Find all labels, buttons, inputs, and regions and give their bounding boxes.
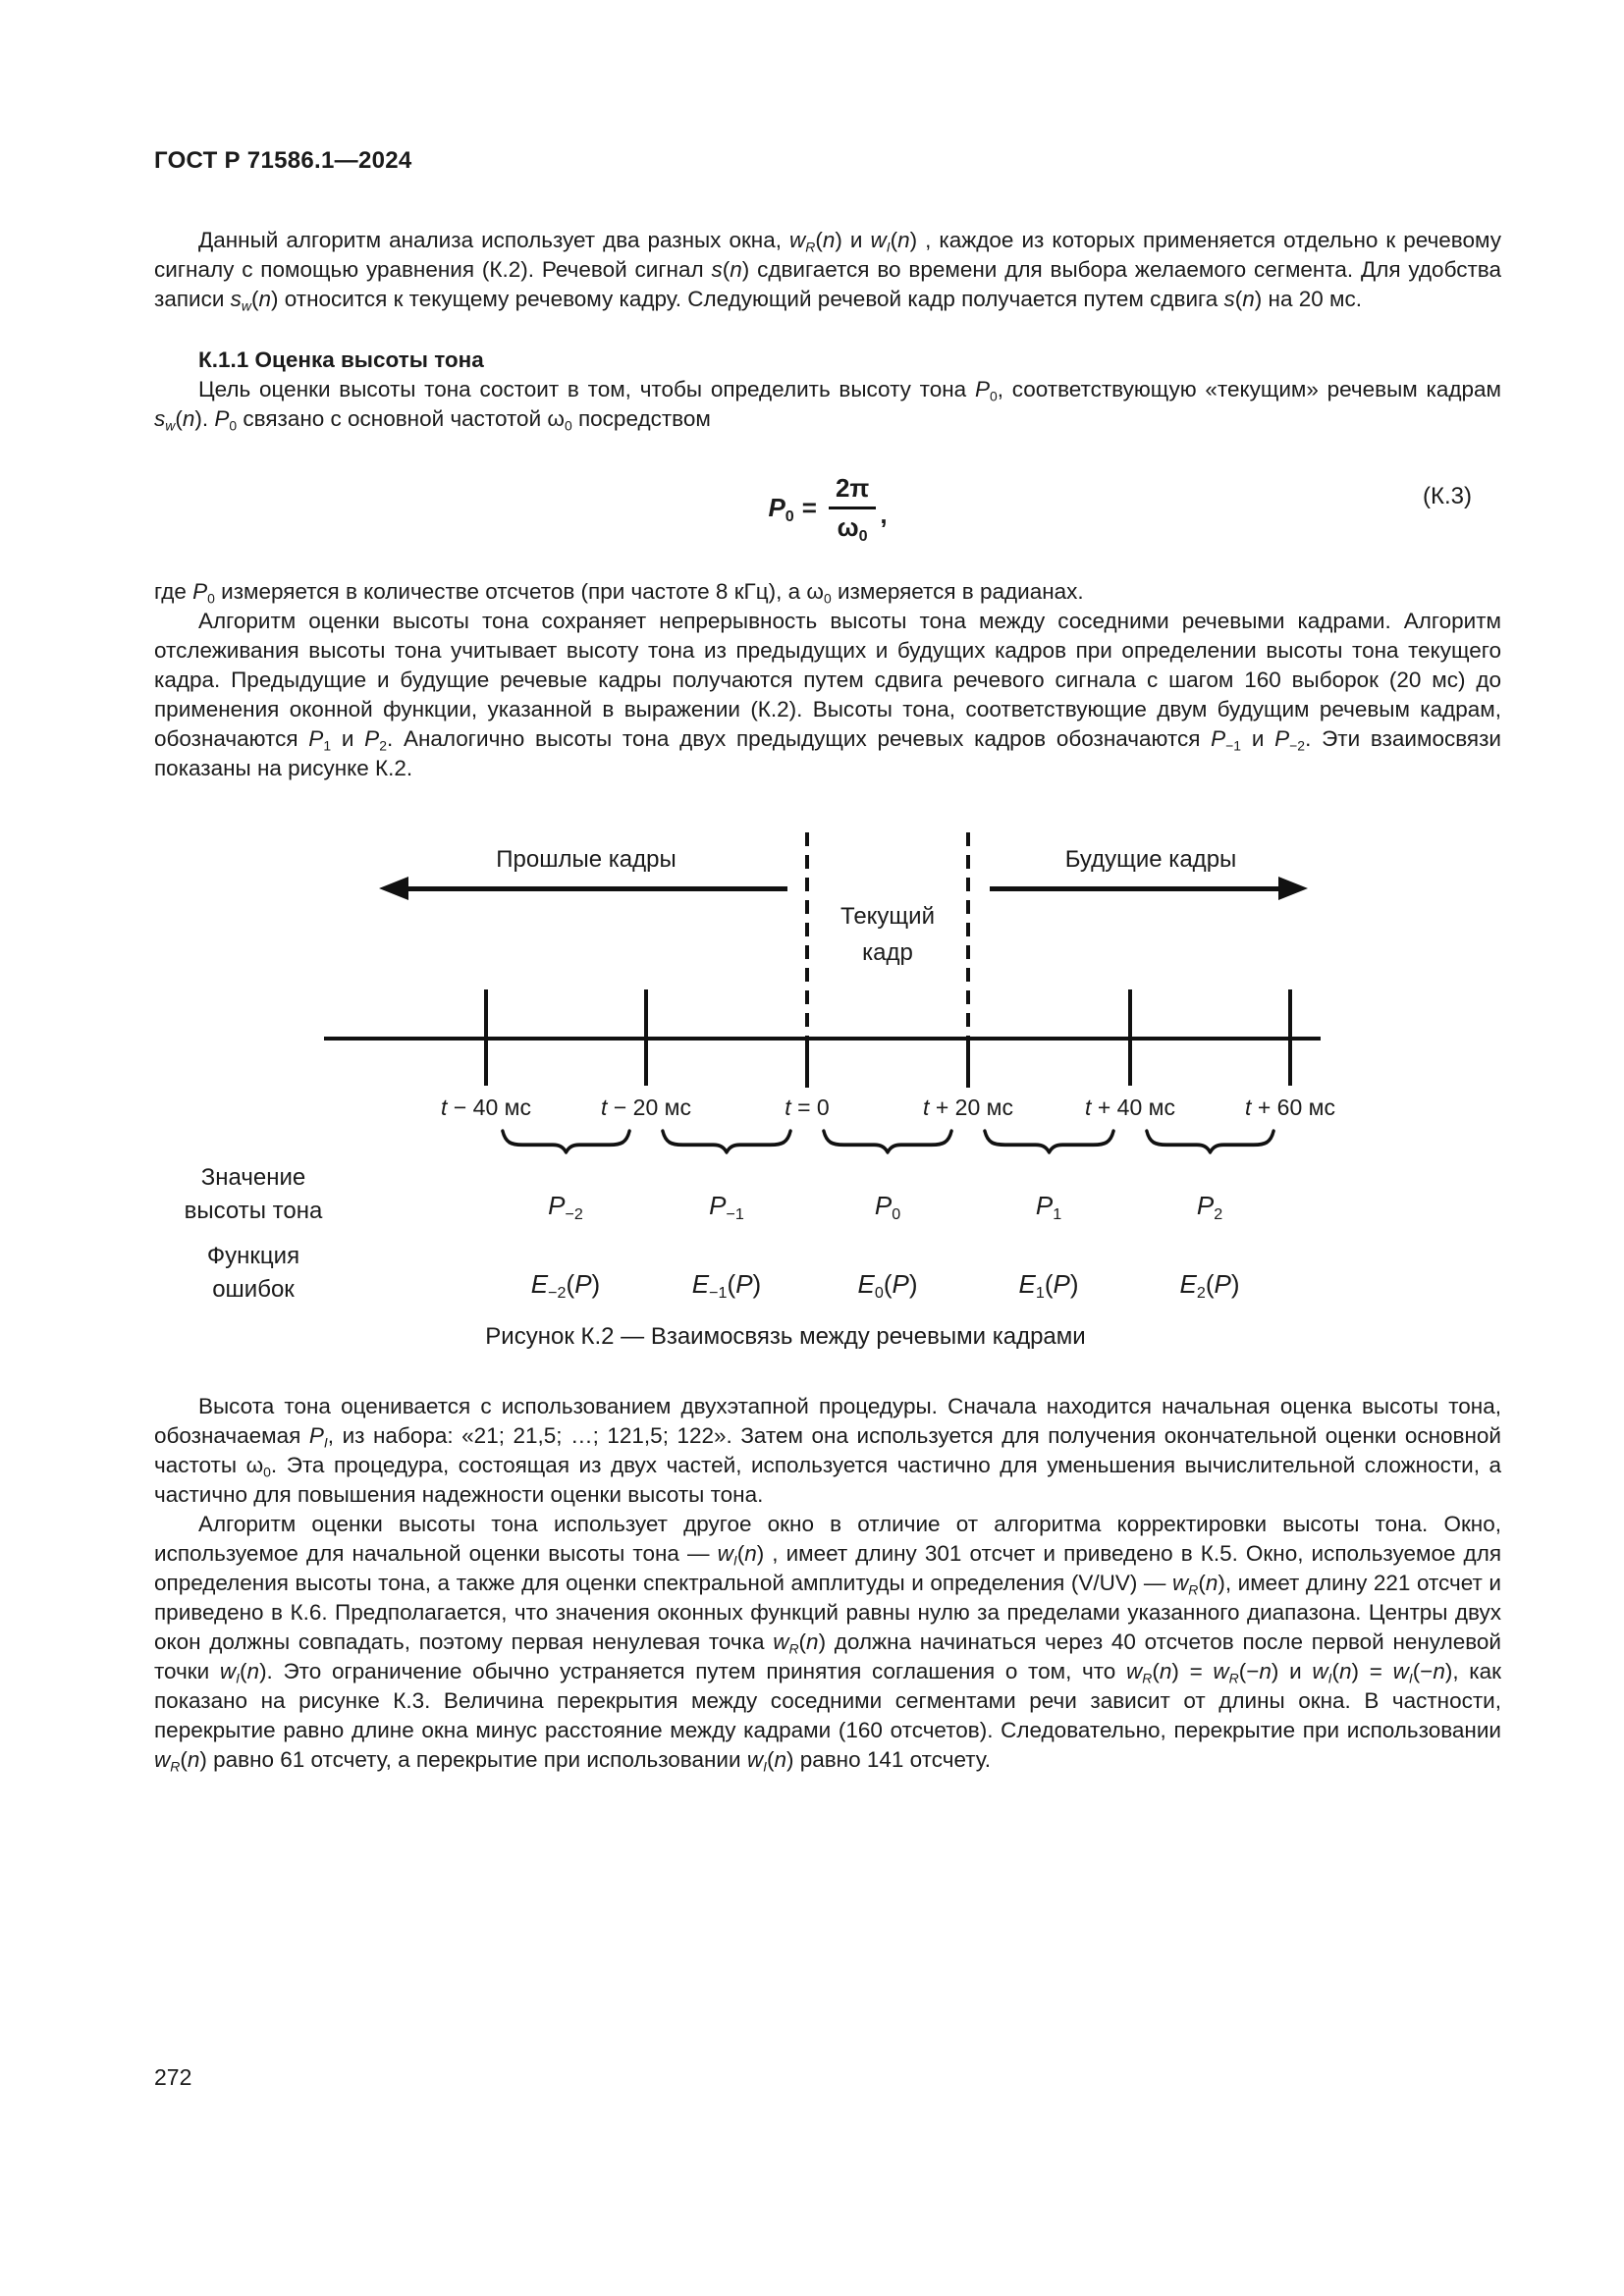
underbrace [982, 1129, 1116, 1154]
current-frame-right-boundary [966, 832, 970, 1037]
paragraph-windows: Алгоритм оценки высоты тона использует другое окно в отличие от алгоритма корректировки высоты тона. Окно, используемое для начальной оценки высоты тона — $w_I(n)$ , имеет длину 301 отсчет и приведено в К.5. Окно, используемое для определения высоты тона, а также для оценки спектральной амплитуды и определения (V/UV) — $w_R(n)$, имеет длину 221 отсчет и приведено в К.6. Предполагается, что значения оконных функций равны нулю за пределами указанного диапазона. Центры двух окон должны совпадать, поэтому первая ненулевая точка $w_R(n)$ должна начинаться через 40 отсчетов после первой ненулевой точки $w_I(n)$. Это ограничение обычно устраняется путем принятия соглашения о том, что $w_R(n) = w_R(-n)$ и $w_I(n) = w_I(-n)$, как показано на рисунке К.3. Величина перекрытия между соседними сегментами речи зависит от длины окна. В частности, перекрытие равно длине окна минус расстояние между кадрами (160 отсчетов). Следовательно, перекрытие при использовании $w_R(n)$ равно 61 отсчету, а перекрытие при использовании $w_I(n)$ равно 141 отсчету. [154, 1512, 1502, 1775]
tick-mark [484, 989, 488, 1086]
section-heading-k11: К.1.1 Оценка высоты тона [198, 347, 484, 372]
pitch-value-p-1: $P_1$ [1035, 1191, 1062, 1224]
underbrace [1144, 1129, 1276, 1154]
paragraph-pitch-goal: Цель оценки высоты тона состоит в том, чтобы определить высоту тона $P_0$, соответствующую «текущим» речевым кадрам $s_w(n)$. $P_0$ связано с основной частотой $\omega_0$ посредством [154, 377, 1501, 434]
figure-caption: Рисунок К.2 — Взаимосвязь между речевыми кадрами [485, 1323, 1086, 1350]
figure-k2-diagram [0, 829, 1624, 1325]
equation-comma: , [880, 500, 888, 529]
tick-label-t-minus-40: t − 40 мс [441, 1095, 531, 1120]
equation-lhs: $P_0$ [768, 493, 794, 526]
equation-k3-row [154, 467, 1501, 565]
pitch-row-label: Значение высоты тона [184, 1164, 323, 1224]
paragraph-tracking: Алгоритм оценки высоты тона сохраняет непрерывность высоты тона между соседними речевыми кадрами. Алгоритм отслеживания высоты тона учитывает высоту тона из предыдущих и будущих кадров при определении высоты тона текущего кадра. Предыдущие и будущие речевые кадры получаются путем сдвига речевого сигнала с шагом 160 выборок (20 мс) до применения оконной функции, указанной в выражении (К.2). Высоты тона, соответствующие двум будущим речевым кадрам, обозначаются $P_1$ и $P_2$. Аналогично высоты тона двух предыдущих речевых кадров обозначаются $P_{-1}$ и $P_{-2}$. Эти взаимосвязи показаны на рисунке К.2. [154, 609, 1501, 780]
underbrace [500, 1129, 632, 1154]
page-number: 272 [154, 2064, 192, 2090]
error-value-e-minus-1: $E_{-1}(P)$ [691, 1269, 762, 1303]
tick-mark [966, 1037, 970, 1088]
timeline-axis [324, 1037, 1321, 1041]
right-arrowhead-icon [1278, 877, 1308, 900]
tick-mark [644, 989, 648, 1086]
paragraph-two-step: Высота тона оценивается с использованием двухэтапной процедуры. Сначала находится начальная оценка высоты тона, обозначаемая $P_I$, из набора: «21; 21,5; …; 121,5; 122». Затем она используется для получения окончательной оценки основной частоты $\omega_0$. Эта процедура, состоящая из двух частей, используется частично для уменьшения вычислительной сложности, а частично для повышения надежности оценки высоты тона. [154, 1394, 1501, 1507]
current-frame-label: Текущий кадр [840, 903, 935, 966]
pitch-value-p-0: $P_0$ [874, 1191, 901, 1224]
underbrace [821, 1129, 954, 1154]
current-frame-left-boundary [805, 832, 809, 1037]
error-value-e-minus-2: $E_{-2}(P)$ [530, 1269, 601, 1303]
document-number: ГОСТ Р 71586.1—2024 [154, 147, 412, 174]
equation-denominator: $\omega_0$ [837, 512, 868, 546]
pitch-value-p-minus-2: $P_{-2}$ [548, 1191, 583, 1224]
tick-label-t-minus-20: t − 20 мс [601, 1095, 691, 1120]
equation-numerator: 2π [829, 473, 876, 509]
tick-mark [1128, 989, 1132, 1086]
tick-label-t-plus-40: t + 40 мс [1085, 1095, 1175, 1120]
tick-mark [805, 1037, 809, 1088]
tick-label-t-plus-20: t + 20 мс [923, 1095, 1013, 1120]
paragraph-intro: Данный алгоритм анализа использует два разных окна, $w_R(n)$ и $w_I(n)$ , каждое из которых применяется отдельно к речевому сигналу с помощью уравнения (К.2). Речевой сигнал s(n) сдвигается во времени для выбора желаемого сегмента. Для удобства записи $s_w(n)$ относится к текущему речевому кадру. Следующий речевой кадр получается путем сдвига s(n) на 20 мс. [154, 228, 1501, 314]
error-row-label: Функция ошибок [206, 1243, 300, 1303]
future-frames-label: Будущие кадры [1064, 846, 1237, 873]
pitch-value-p-2: $P_2$ [1196, 1191, 1223, 1224]
future-frames-arrow [990, 886, 1280, 891]
equation-k3 [154, 473, 1501, 546]
equation-fraction [829, 473, 876, 546]
error-value-e-1: $E_1(P)$ [1018, 1269, 1079, 1303]
tick-label-t-plus-60: t + 60 мс [1245, 1095, 1335, 1120]
error-value-e-2: $E_2(P)$ [1179, 1269, 1240, 1303]
equation-number: (К.3) [1423, 483, 1472, 509]
paragraph-where: где $P_0$ измеряется в количестве отсчетов (при частоте 8 кГц), а $\omega_0$ измеряется в радианах. [154, 579, 1084, 607]
tick-mark [1288, 989, 1292, 1086]
pitch-value-p-minus-1: $P_{-1}$ [709, 1191, 744, 1224]
underbrace [660, 1129, 793, 1154]
past-frames-arrow [403, 886, 787, 891]
tick-label-t-zero: t = 0 [785, 1095, 830, 1120]
equation-equals: = [801, 493, 817, 522]
error-value-e-0: $E_0(P)$ [857, 1269, 918, 1303]
past-frames-label: Прошлые кадры [496, 846, 677, 873]
